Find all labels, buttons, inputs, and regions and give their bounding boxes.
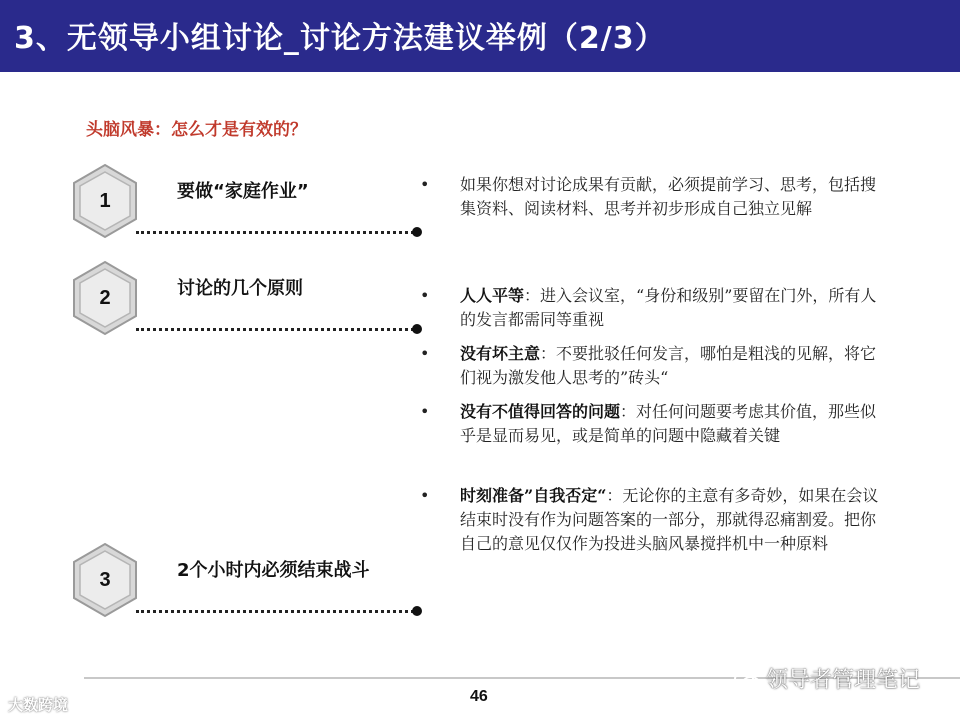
bullet-keyword: 没有坏主意 bbox=[460, 344, 541, 363]
bullet-text bbox=[460, 400, 890, 448]
bullet-text bbox=[460, 284, 890, 332]
section-subtitle: 头脑风暴：怎么才是有效的？ bbox=[86, 120, 307, 140]
bullet-keyword: 人人平等 bbox=[460, 286, 525, 305]
wechat-icon bbox=[734, 670, 760, 692]
step-title: 2个小时内必须结束战斗 bbox=[177, 560, 370, 581]
step-3 bbox=[70, 542, 420, 622]
divider-end-dot bbox=[412, 606, 422, 616]
bullet-body: ：对任何问题要考虑其价值，那些似乎是显而易见，或是简单的问题中隐藏着关键 bbox=[460, 402, 877, 445]
bullet-keyword: 时刻准备”自我否定“ bbox=[460, 486, 607, 505]
step-number: 1 bbox=[99, 190, 111, 212]
dotted-divider bbox=[136, 231, 414, 234]
bullet-text bbox=[460, 342, 890, 390]
bullet-body: ：无论你的主意有多奇妙，如果在会议结束时没有作为问题答案的一部分，那就得忍痛割爱。把你自己的意见仅仅作为投进头脑风暴搅拌机中一种原料 bbox=[460, 486, 879, 553]
bullet-mark: • bbox=[420, 486, 430, 505]
step-number: 3 bbox=[99, 569, 111, 591]
page-number: 46 bbox=[470, 688, 488, 705]
dotted-divider bbox=[136, 610, 414, 613]
bullet-mark: • bbox=[420, 286, 430, 305]
bullet-body: 如果你想对讨论成果有贡献，必须提前学习、思考，包括搜集资料、阅读材料、思考并初步形成自己独立见解 bbox=[460, 175, 877, 218]
bullet-mark: • bbox=[420, 344, 430, 363]
bullet-body: ：不要批驳任何发言，哪怕是粗浅的见解，将它们视为激发他人思考的”砖头“ bbox=[460, 344, 877, 387]
bullet-text bbox=[460, 173, 890, 221]
dotted-divider bbox=[136, 328, 414, 331]
divider-end-dot bbox=[412, 227, 422, 237]
bullet-keyword: 没有不值得回答的问题 bbox=[460, 402, 621, 421]
list-item bbox=[420, 173, 890, 221]
watermark-left: 大数跨境 bbox=[8, 696, 69, 714]
list-item bbox=[420, 342, 890, 390]
list-item bbox=[420, 284, 890, 332]
bullet-mark: • bbox=[420, 175, 430, 194]
header-bar bbox=[0, 0, 960, 72]
watermark-text: 领导者管理笔记 bbox=[766, 668, 921, 693]
bullet-mark: • bbox=[420, 402, 430, 421]
slide-title: 3、无领导小组讨论_讨论方法建议举例（2/3） bbox=[14, 21, 666, 56]
list-item bbox=[420, 484, 890, 556]
step-title: 讨论的几个原则 bbox=[177, 278, 303, 299]
bullet-body: ：进入会议室，“身份和级别”要留在门外，所有人的发言都需同等重视 bbox=[460, 286, 877, 329]
bullet-text bbox=[460, 484, 890, 556]
step-1 bbox=[70, 163, 420, 243]
watermark-right bbox=[734, 663, 920, 694]
step-2 bbox=[70, 260, 420, 340]
list-item bbox=[420, 400, 890, 448]
step-title: 要做“家庭作业” bbox=[177, 181, 309, 202]
step-number: 2 bbox=[99, 287, 111, 309]
